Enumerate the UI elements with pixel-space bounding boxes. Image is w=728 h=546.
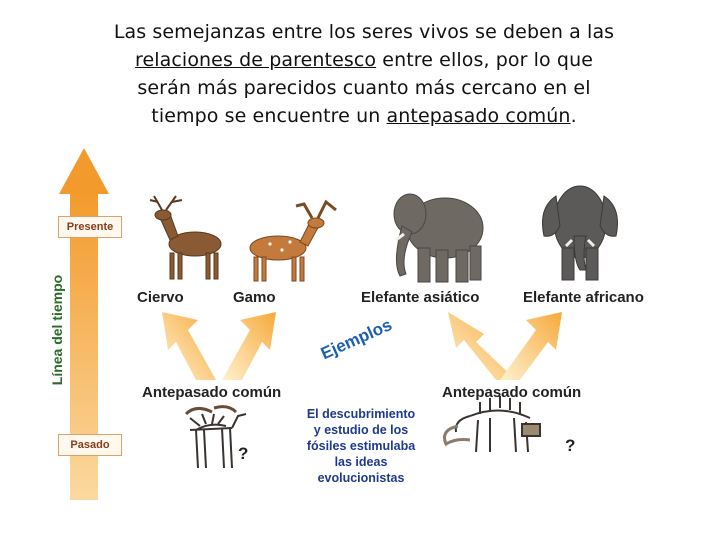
linea-del-tiempo-label: Línea del tiempo bbox=[49, 274, 65, 386]
link-relaciones-de-parentesco[interactable]: relaciones de parentesco bbox=[134, 49, 377, 71]
arrow-to-elefante-africano bbox=[500, 312, 562, 380]
antepasado-comun-derecho-label: Antepasado común bbox=[442, 384, 582, 401]
heading-line-4-end: . bbox=[570, 105, 577, 127]
elefante-africano-label: Elefante africano bbox=[523, 289, 644, 306]
antepasado-comun-izquierdo-label: Antepasado común bbox=[142, 384, 282, 401]
elefante-asiatico-label: Elefante asiático bbox=[361, 289, 480, 306]
fosiles-note-line: y estudio de los bbox=[313, 423, 409, 437]
fosiles-note-line: las ideas bbox=[334, 455, 388, 469]
ejemplos-label: Ejemplos bbox=[317, 315, 395, 364]
heading-line-4-text: tiempo se encuentre un bbox=[151, 105, 387, 127]
arrow-to-ciervo bbox=[162, 312, 216, 380]
elefante-asiatico-image bbox=[394, 194, 483, 282]
fosiles-note bbox=[292, 406, 430, 486]
fosil-izquierdo-image bbox=[186, 407, 249, 468]
fosiles-note-line: fósiles estimulaba bbox=[306, 439, 416, 453]
presente-tag: Presente bbox=[58, 216, 122, 238]
fosiles-note-line: evolucionistas bbox=[317, 471, 405, 485]
arrow-to-elefante-asiatico bbox=[448, 312, 516, 380]
arrow-to-gamo bbox=[222, 312, 276, 380]
pasado-tag: Pasado bbox=[58, 434, 122, 456]
ciervo-label: Ciervo bbox=[137, 289, 184, 306]
gamo-image bbox=[250, 202, 336, 281]
fosiles-note-line: El descubrimiento bbox=[306, 407, 416, 421]
heading-line-1: Las semejanzas entre los seres vivos se deben a las bbox=[113, 21, 615, 43]
gamo-label: Gamo bbox=[233, 289, 276, 306]
fosil-derecho-image bbox=[445, 396, 541, 452]
link-antepasado-comun[interactable]: antepasado común bbox=[386, 105, 571, 127]
ciervo-image bbox=[150, 196, 221, 279]
heading-line-3: serán más parecidos cuanto más cercano en el bbox=[137, 77, 591, 99]
heading-line-2-text: entre ellos, por lo que bbox=[376, 49, 594, 71]
question-mark-left: ? bbox=[238, 444, 249, 463]
elefante-africano-image bbox=[543, 186, 618, 280]
question-mark-right: ? bbox=[565, 436, 576, 455]
